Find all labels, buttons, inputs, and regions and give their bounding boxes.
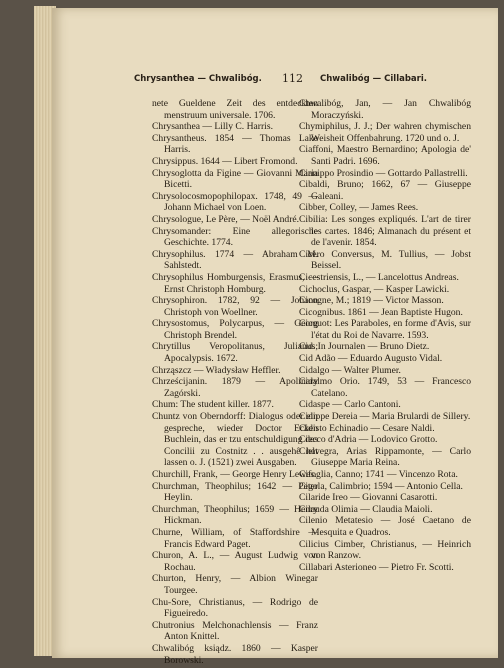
page-number: 112 (282, 72, 303, 85)
index-entry: Chum: The student killer. 1877. (152, 399, 274, 411)
index-entry: Cilicius Cimber, Christianus, — Heinrich von Ranzow. (299, 538, 471, 562)
index-entry: Chrysanthea — Lilly C. Harris. (152, 121, 273, 133)
index-entry: Ciecco d'Adria — Lodovico Grotto. (299, 434, 438, 446)
index-entry: Chymiphilus, J. J.; Der wahren chymischen Weisheit Offenbahrung. 1720 und o. J. (299, 121, 471, 144)
index-entry: Churon, A. L., — August Ludwig von Rochau. (152, 550, 318, 573)
index-entry: Cidalmo Orio. 1749, 53 — Francesco Catelano. (299, 376, 471, 399)
index-entry: Chrysophilus Homburgensis, Erasmus, — Ernst Christoph Homburg. (152, 271, 318, 295)
index-entry: Cidalgo — Walter Plumer. (299, 364, 401, 376)
page (52, 8, 498, 666)
index-entry: Churton, Henry, — Albion Winegar Tourgee. (152, 573, 318, 596)
index-entry: Cianippo Prosindio — Gottardo Pallastrelli. (299, 167, 468, 179)
right-column (299, 98, 471, 573)
index-entry: Cibilia: Les songes expliqués. L'art de tirer les cartes. 1846; Almanach du présent et de l'avenir. 1854. (299, 213, 471, 249)
index-entry: Cicogne, M.; 1819 — Victor Masson. (299, 295, 444, 307)
index-entry: Ciaffoni, Maestro Bernardino; Apologia de' Santi Padri. 1696. (299, 144, 471, 167)
index-entry: Churchill, Frank, — George Henry Lewes. (152, 469, 317, 480)
index-entry: Cicero Conversus, M. Tullius, — Jobst Beissel. (299, 248, 471, 272)
index-entry: Chrysophiron. 1782, 92 — Johann Christoph von Woellner. (152, 295, 318, 318)
index-entry: Chrysostomus, Polycarpus, — Georg Christoph Brendel. (152, 318, 318, 341)
index-entry: Chrysologue, Le Père, — Noël André. (152, 213, 300, 225)
index-entry: Chu-Sore, Christianus, — Rodrigo de Figueiredo. (152, 596, 318, 620)
index-entry: Chrytillus Veropolitanus, Julianus; Apocalypsis. 1672. (152, 341, 318, 365)
index-entry: Chrysophilus. 1774 — Abraham M. Sahlstedt. (152, 248, 318, 272)
index-entry: Cigola, Calimbrio; 1594 — Antonio Cella. (299, 480, 463, 492)
index-entry: Cidaspe — Carlo Cantoni. (299, 399, 401, 411)
index-entry: Cibaldi, Bruno; 1662, 67 — Giuseppe Galeani. (299, 179, 471, 202)
index-entry: Churchman, Theophilus; 1642 — Peter Heylin. (152, 480, 318, 504)
index-entry: Cidippe Dereia — Maria Brulardi de Sillery. (299, 411, 471, 423)
index-entry: Cifoglia, Canno; 1741 — Vincenzo Rota. (299, 469, 458, 480)
index-entry: Chuntz von Oberndorff: Dialogus oder ein gespreche, wieder Doctor Ecken Buchlein, das er tzu entschuldigung des Concilii zu Costnitz . . ausgehê hat lassen o. J. (1521) zwei Ausgaben. (152, 411, 318, 469)
index-entry: Chrząszcz — Władysław Heffler. (152, 364, 281, 376)
index-entry: Cid Adão — Eduardo Augusto Vidal. (299, 353, 443, 365)
index-entry: Churne, William, of Staffordshire — Francis Edward Paget. (152, 526, 318, 550)
index-entry: Chrysomander: Eine allegorische Geschichte. 1774. (152, 225, 318, 249)
index-entry: Cicognibus. 1861 — Jean Baptiste Hugon. (299, 306, 463, 318)
index-entry: Cilauda Olimia — Claudia Maioli. (299, 503, 433, 515)
header-left: Chrysanthea — Chwalibóg. (134, 74, 262, 84)
running-header (52, 74, 498, 88)
index-entry: Chrysoglotta da Figine — Giovanni Maria Bicetti. (152, 167, 318, 191)
index-entry: Chwalibóg, Jan, — Jan Chwalibóg Moraczyński. (299, 98, 471, 121)
index-entry: Chwalibóg ksiądz. 1860 — Kasper Borowski. (152, 642, 318, 666)
index-entry: Cillabari Asterioneo — Pietro Fr. Scotti. (299, 561, 454, 573)
index-entry: Cilaride Ireo — Giovanni Casarotti. (299, 492, 438, 504)
index-entry: Cicquot: Les Paraboles, en forme d'Avis, sur l'état du Roi de Navarre. 1593. (299, 318, 471, 341)
index-entry: Chutronius Melchonachlensis — Franz Anton Knittel. (152, 619, 318, 643)
index-entry: Cibber, Colley, — James Rees. (299, 202, 419, 214)
left-column (152, 98, 318, 666)
index-entry: Cilenio Metatesio — José Caetano de Mesquita e Quadros. (299, 515, 471, 538)
index-entry: Chrysippus. 1644 — Libert Fromond. (152, 155, 298, 167)
index-entry: Cichoclus, Gaspar, — Kasper Lawicki. (299, 283, 450, 295)
index-entry: Cicestriensis, L., — Lancelottus Andreas. (299, 271, 459, 283)
header-right: Chwalibóg — Cillabari. (320, 74, 428, 84)
index-entry: nete Gueldene Zeit des entdeckten menstruum universale. 1706. (152, 98, 318, 121)
index-entry: Chrysantheus. 1854 — Thomas Lake Harris. (152, 132, 318, 156)
index-entry: Chrysolocosmopophilopax. 1748, 49 — Johann Michael von Loen. (152, 190, 318, 214)
index-entry: Cid. In Journalen — Bruno Dietz. (299, 341, 430, 353)
index-entry: Cielvegra, Arias Rippamonte, — Carlo Giuseppe Maria Reina. (299, 445, 471, 469)
index-entry: Cidisto Echinadio — Cesare Naldi. (299, 422, 435, 434)
index-entry: Chrześcijanin. 1879 — Apolinary Zagórski. (152, 376, 318, 399)
index-entry: Churchman, Theophilus; 1659 — Henry Hickman. (152, 503, 318, 527)
